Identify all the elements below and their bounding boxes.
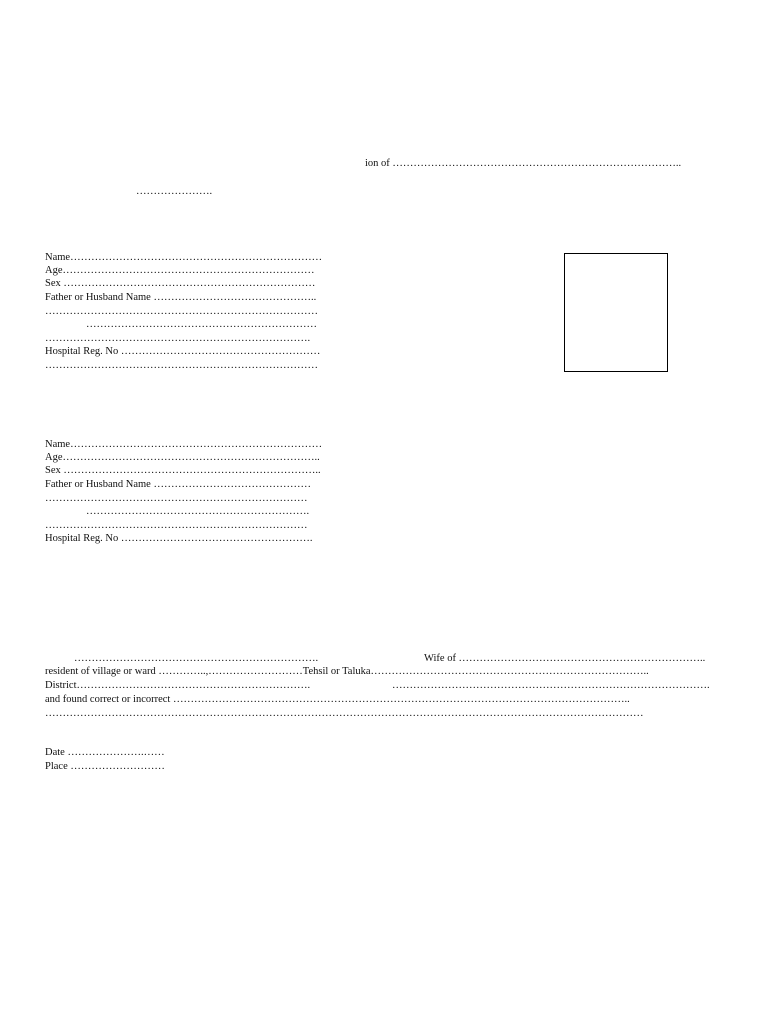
- dotted-line-2a: …………………………………………………………………: [45, 493, 308, 504]
- date-field: Date ………………….……: [45, 747, 165, 758]
- father-husband-field-1: Father or Husband Name ………………………………………..: [45, 292, 317, 303]
- dotted-line-1b: …………………………………………………………: [86, 319, 317, 330]
- declaration-line-3-left: District………………………………………………………….: [45, 680, 311, 691]
- father-husband-field-2: Father or Husband Name ………………………………………: [45, 479, 311, 490]
- dotted-line-2c: …………………………………………………………………: [45, 520, 308, 531]
- declaration-line-1-left: …………………………………………………………….: [74, 653, 319, 664]
- hospital-reg-field-1: Hospital Reg. No …………………………………………………: [45, 346, 321, 357]
- declaration-line-5: ………………………………………………………………………………………………………………………………………………………: [45, 708, 644, 719]
- declaration-line-2: resident of village or ward …………..,………………………Tehsil or Taluka……………………………………………………………………..: [45, 666, 649, 677]
- photo-box: [564, 253, 668, 372]
- header-line-2: ………………….: [136, 186, 213, 197]
- dotted-line-1c: ………………………………………………………………….: [45, 333, 311, 344]
- name-field-1: Name………………………………………………………………: [45, 252, 323, 263]
- hospital-reg-field-2: Hospital Reg. No ……………………………………………….: [45, 533, 313, 544]
- age-field-1: Age………………………………………………………………: [45, 265, 315, 276]
- declaration-line-3-right: ……………………………………………………………………………….: [392, 680, 710, 691]
- dotted-line-1d: ……………………………………………………………………: [45, 360, 318, 371]
- sex-field-2: Sex ………………………………………………………………..: [45, 465, 321, 476]
- place-field: Place ………………………: [45, 761, 165, 772]
- sex-field-1: Sex ………………………………………………………………: [45, 278, 316, 289]
- dotted-line-2b: ……………………………………………………….: [86, 506, 310, 517]
- declaration-line-1-right: Wife of ……………………………………………………………..: [424, 653, 706, 664]
- name-field-2: Name………………………………………………………………: [45, 439, 323, 450]
- age-field-2: Age………………………………………………………………..: [45, 452, 320, 463]
- declaration-line-4: and found correct or incorrect …………………………………………………………………………………………………………………..: [45, 694, 630, 705]
- header-line-1: ion of ………………………………………………………………………..: [365, 158, 682, 169]
- dotted-line-1a: ……………………………………………………………………: [45, 306, 318, 317]
